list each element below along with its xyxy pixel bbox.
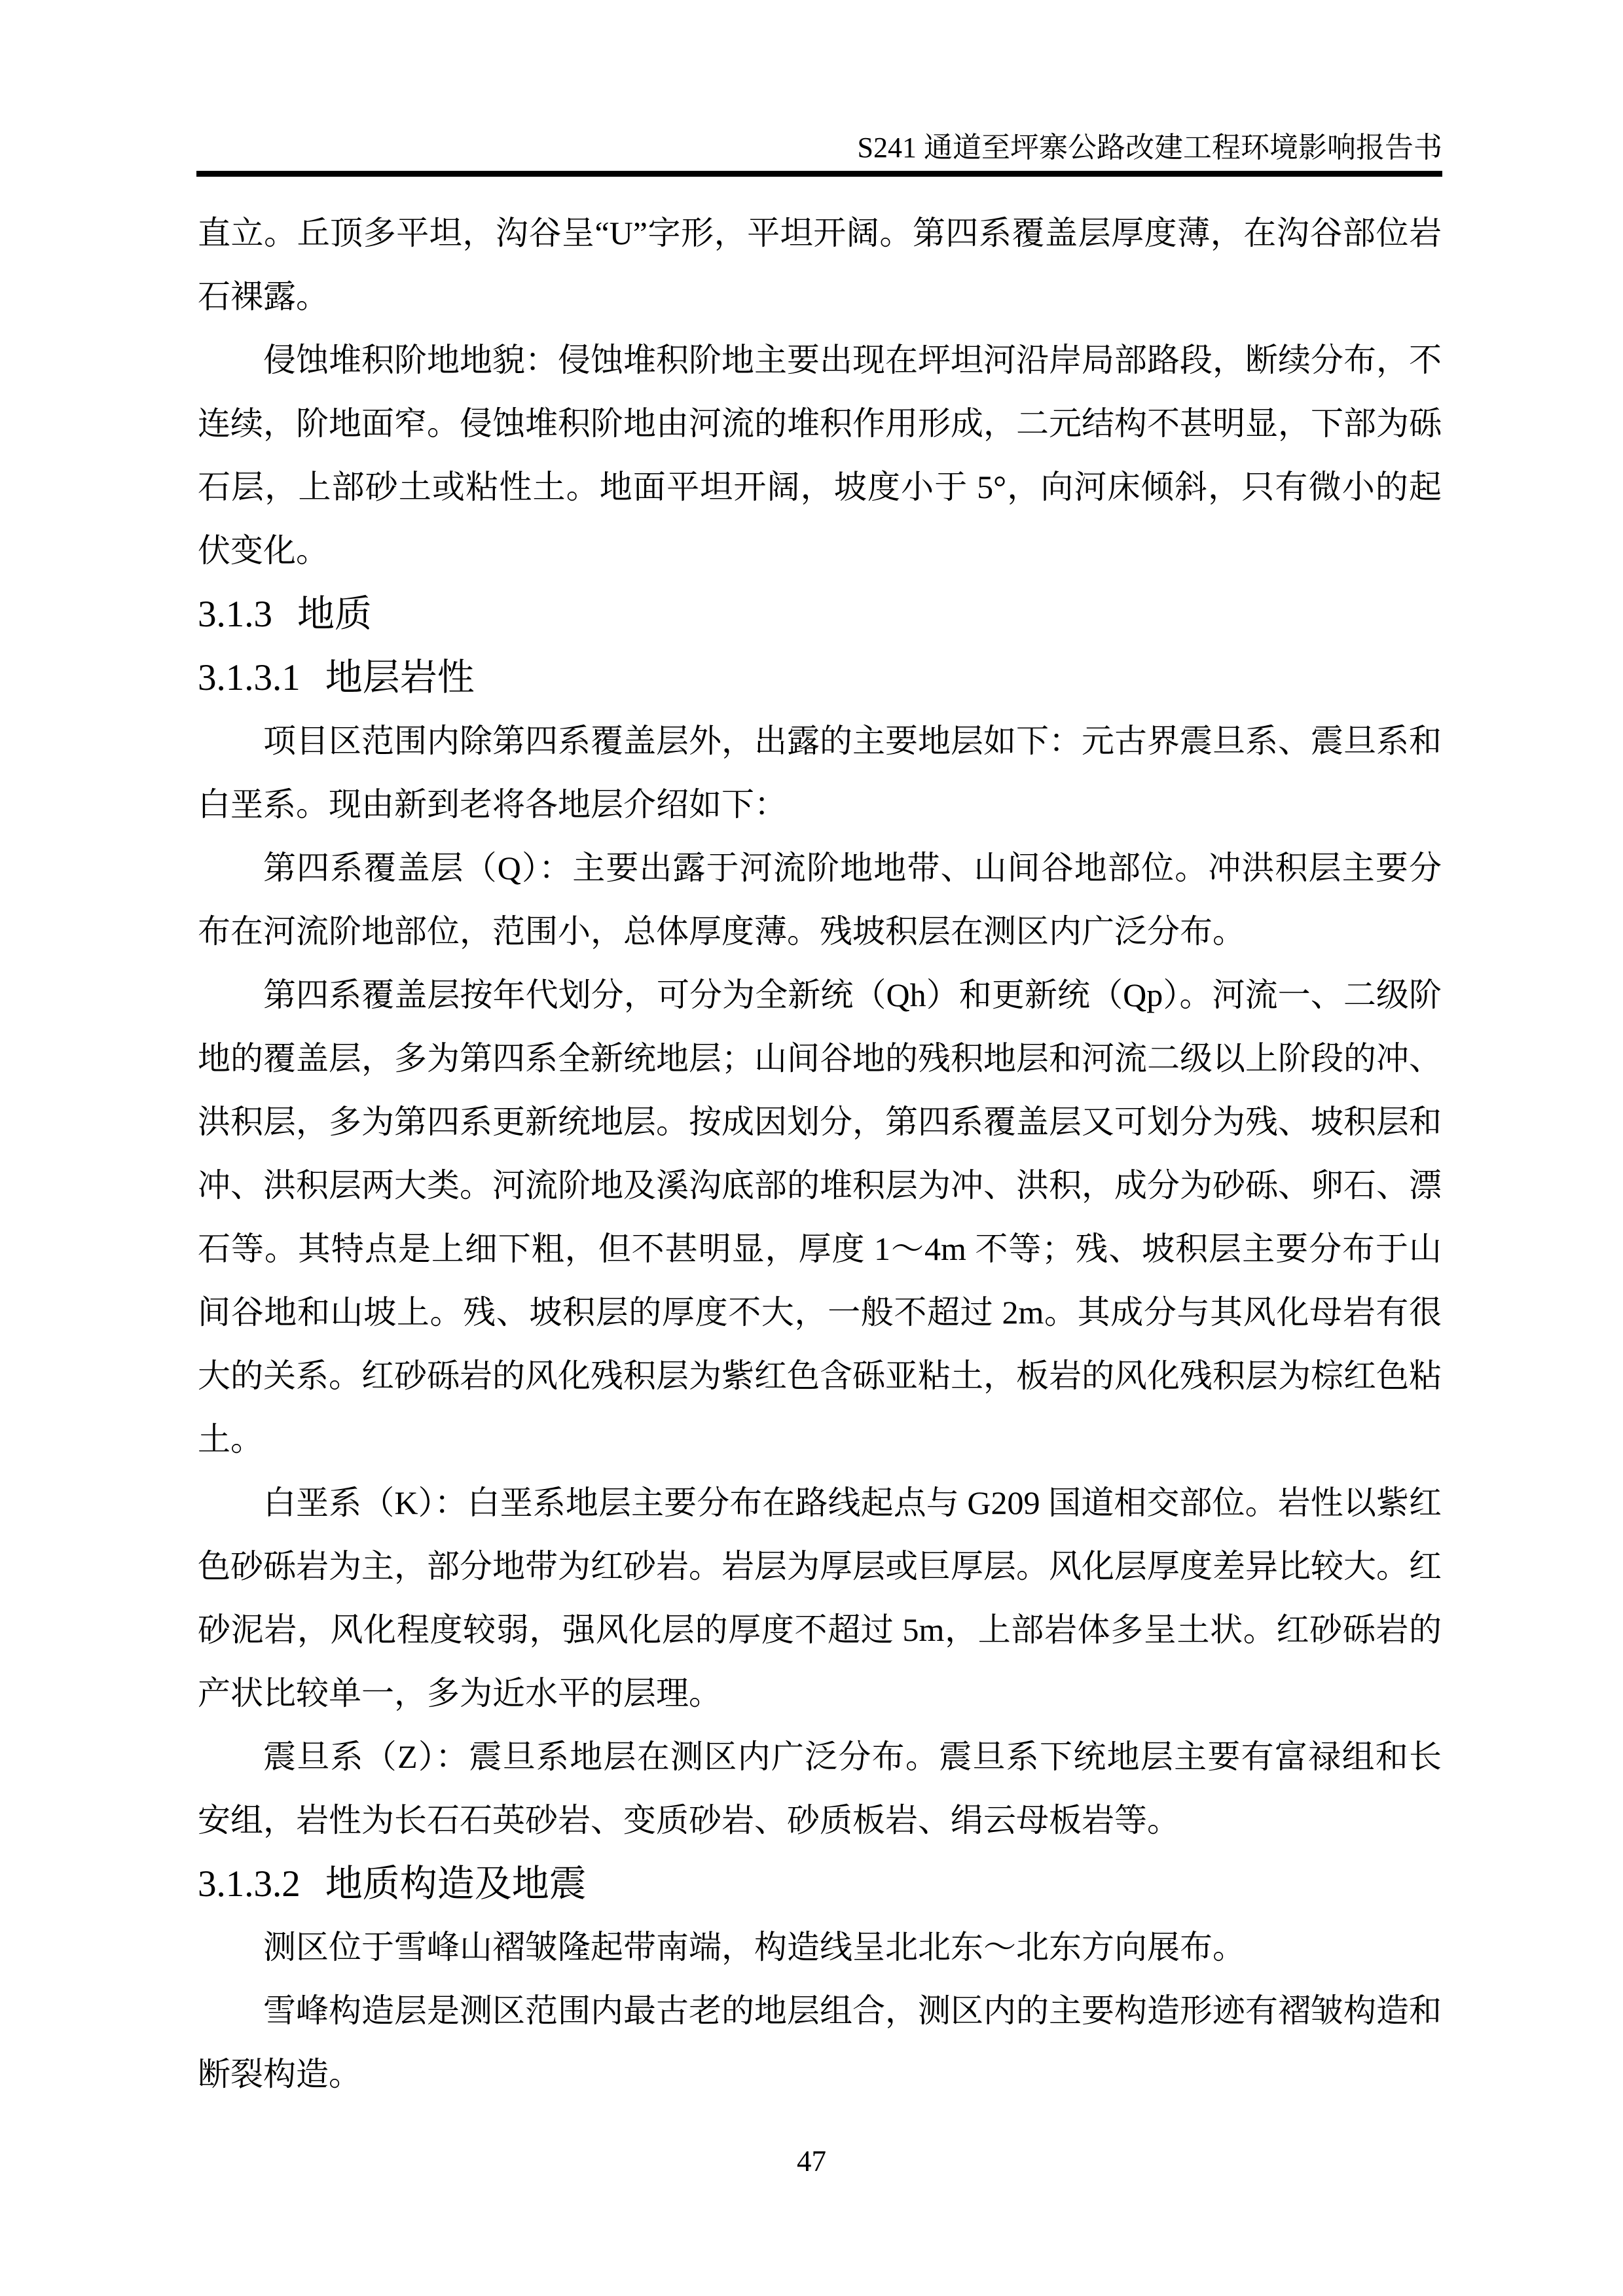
paragraph: 震旦系（Z）：震旦系地层在测区内广泛分布。震旦系下统地层主要有富禄组和长安组，岩性为长石石英砂岩、变质砂岩、砂质板岩、绢云母板岩等。 [198, 1738, 1442, 1839]
paragraph: 白垩系（K）：白垩系地层主要分布在路线起点与 G209 国道相交部位。岩性以紫红色砂砾岩为主，部分地带为红砂岩。岩层为厚层或巨厚层。风化层厚度差异比较大。红砂泥岩，风化程度较弱，强风化层的厚度不超过 5m，上部岩体多呈土状。红砂砾岩的产状比较单一，多为近水平的层理。 [198, 1484, 1442, 1712]
paragraph: 测区位于雪峰山褶皱隆起带南端，构造线呈北北东～北东方向展布。 [263, 1929, 1245, 1965]
page-number: 47 [797, 2145, 826, 2178]
paragraph: 直立。丘顶多平坦，沟谷呈“U”字形，平坦开阔。第四系覆盖层厚度薄，在沟谷部位岩石裸露。 [198, 215, 1442, 315]
paragraph: 雪峰构造层是测区范围内最古老的地层组合，测区内的主要构造形迹有褶皱构造和断裂构造。 [198, 1992, 1442, 2092]
section-title: 地质构造及地震 [325, 1863, 587, 1905]
section-number: 3.1.3 [198, 594, 272, 635]
section-heading [198, 583, 1442, 646]
page-header-title: S241 通道至坪寨公路改建工程环境影响报告书 [857, 132, 1442, 164]
paragraph: 侵蚀堆积阶地地貌：侵蚀堆积阶地主要出现在坪坦河沿岸局部路段，断续分布，不连续，阶地面窄。侵蚀堆积阶地由河流的堆积作用形成，二元结构不甚明显，下部为砾石层，上部砂土或粘性土。地面平坦开阔，坡度小于 5°，向河床倾斜，只有微小的起伏变化。 [198, 342, 1442, 569]
paragraph: 项目区范围内除第四系覆盖层外，出露的主要地层如下：元古界震旦系、震旦系和白垩系。现由新到老将各地层介绍如下： [198, 723, 1442, 823]
section-heading [198, 1852, 1442, 1916]
header-rule [196, 171, 1442, 177]
section-title: 地质 [297, 594, 372, 635]
document-body [198, 202, 1442, 2106]
section-number: 3.1.3.2 [198, 1863, 301, 1905]
section-number: 3.1.3.1 [198, 657, 301, 698]
paragraph: 第四系覆盖层按年代划分，可分为全新统（Qh）和更新统（Qp）。河流一、二级阶地的覆盖层，多为第四系全新统地层；山间谷地的残积地层和河流二级以上阶段的冲、洪积层，多为第四系更新统地层。按成因划分，第四系覆盖层又可划分为残、坡积层和冲、洪积层两大类。河流阶地及溪沟底部的堆积层为冲、洪积，成分为砂砾、卵石、漂石等。其特点是上细下粗，但不甚明显，厚度 1～4m 不等；残、坡积层主要分布于山间谷地和山坡上。残、坡积层的厚度不大，一般不超过 2m。其成分与其风化母岩有很大的关系。红砂砾岩的风化残积层为紫红色含砾亚粘土，板岩的风化残积层为棕红色粘土。 [198, 977, 1442, 1458]
paragraph: 第四系覆盖层（Q）：主要出露于河流阶地地带、山间谷地部位。冲洪积层主要分布在河流阶地部位，范围小，总体厚度薄。残坡积层在测区内广泛分布。 [198, 850, 1442, 950]
section-heading [198, 646, 1442, 709]
section-title: 地层岩性 [325, 657, 475, 698]
